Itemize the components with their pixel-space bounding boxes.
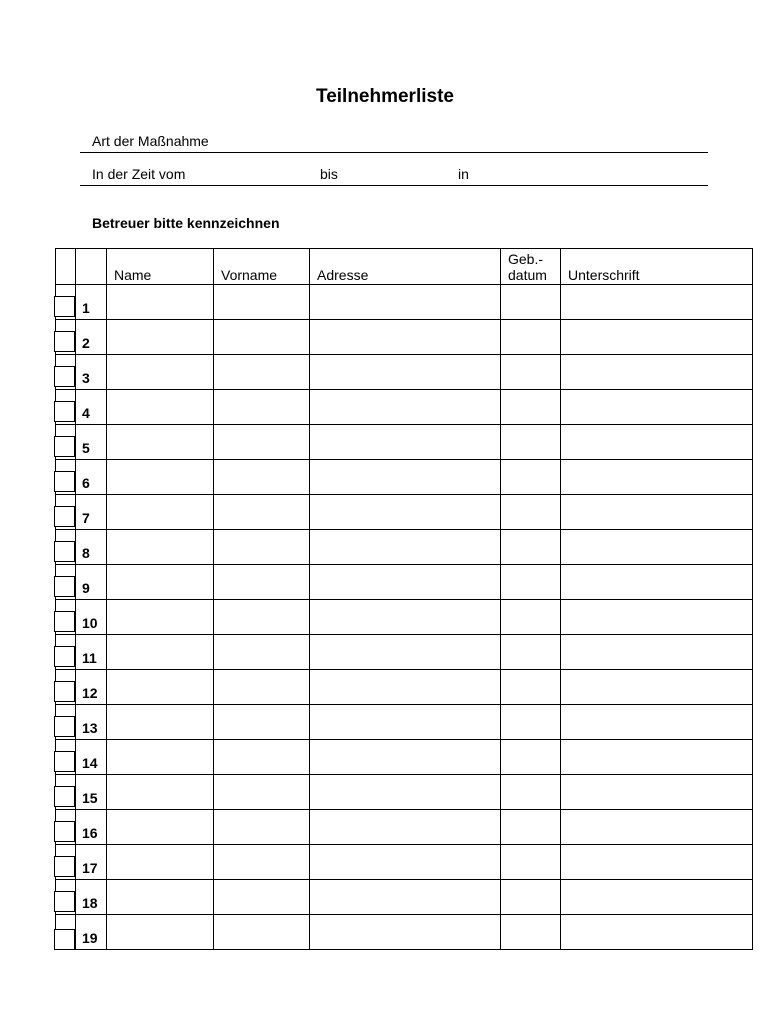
row-number: 19 [82, 930, 98, 946]
name-cell[interactable] [107, 705, 214, 740]
row-number-cell [76, 285, 107, 320]
geburtsdatum-cell[interactable] [501, 530, 561, 565]
row-number-cell [76, 915, 107, 950]
unterschrift-cell[interactable] [561, 845, 753, 880]
vorname-cell[interactable] [214, 565, 310, 600]
name-cell[interactable] [107, 740, 214, 775]
vorname-cell[interactable] [214, 880, 310, 915]
betreuer-checkbox[interactable] [54, 331, 75, 352]
row-number: 4 [82, 405, 90, 421]
row-number: 7 [82, 510, 90, 526]
adresse-cell[interactable] [310, 530, 501, 565]
betreuer-checkbox[interactable] [54, 436, 75, 457]
column-header-name: Name [107, 249, 214, 285]
table-row [56, 285, 753, 320]
row-number-cell [76, 460, 107, 495]
table-row [56, 670, 753, 705]
adresse-cell[interactable] [310, 495, 501, 530]
bis-label: bis [320, 166, 338, 182]
row-number: 8 [82, 545, 90, 561]
name-cell[interactable] [107, 425, 214, 460]
geburtsdatum-cell[interactable] [501, 810, 561, 845]
table-row [56, 635, 753, 670]
betreuer-checkbox[interactable] [54, 506, 75, 527]
unterschrift-cell[interactable] [561, 740, 753, 775]
row-number: 18 [82, 895, 98, 911]
row-number: 16 [82, 825, 98, 841]
name-cell[interactable] [107, 320, 214, 355]
betreuer-checkbox[interactable] [54, 541, 75, 562]
geburtsdatum-cell[interactable] [501, 775, 561, 810]
row-number: 2 [82, 335, 90, 351]
name-cell[interactable] [107, 845, 214, 880]
participant-table [55, 248, 753, 950]
unterschrift-cell[interactable] [561, 530, 753, 565]
row-number-cell [76, 425, 107, 460]
row-number-cell [76, 355, 107, 390]
geburtsdatum-cell[interactable] [501, 600, 561, 635]
unterschrift-cell[interactable] [561, 425, 753, 460]
name-cell[interactable] [107, 390, 214, 425]
name-cell[interactable] [107, 600, 214, 635]
betreuer-checkbox[interactable] [54, 786, 75, 807]
adresse-cell[interactable] [310, 740, 501, 775]
geburtsdatum-cell[interactable] [501, 425, 561, 460]
name-cell[interactable] [107, 635, 214, 670]
name-cell[interactable] [107, 880, 214, 915]
row-number-cell [76, 775, 107, 810]
geburtsdatum-cell[interactable] [501, 460, 561, 495]
row-number-cell [76, 810, 107, 845]
unterschrift-cell[interactable] [561, 460, 753, 495]
vorname-cell[interactable] [214, 845, 310, 880]
adresse-cell[interactable] [310, 635, 501, 670]
table-row [56, 915, 753, 950]
name-cell[interactable] [107, 565, 214, 600]
row-number: 9 [82, 580, 90, 596]
row-number: 5 [82, 440, 90, 456]
geburtsdatum-cell[interactable] [501, 740, 561, 775]
name-cell[interactable] [107, 460, 214, 495]
row-number: 13 [82, 720, 98, 736]
geburtsdatum-cell[interactable] [501, 355, 561, 390]
adresse-cell[interactable] [310, 880, 501, 915]
table-row [56, 530, 753, 565]
geburtsdatum-cell[interactable] [501, 915, 561, 950]
row-number-cell [76, 320, 107, 355]
row-number-cell [76, 530, 107, 565]
vorname-cell[interactable] [214, 460, 310, 495]
geburtsdatum-cell[interactable] [501, 390, 561, 425]
unterschrift-cell[interactable] [561, 495, 753, 530]
table-row [56, 355, 753, 390]
adresse-cell[interactable] [310, 705, 501, 740]
geburtsdatum-cell[interactable] [501, 565, 561, 600]
geburtsdatum-cell[interactable] [501, 320, 561, 355]
vorname-cell[interactable] [214, 355, 310, 390]
geb-line-2: datum [508, 267, 547, 283]
betreuer-checkbox[interactable] [54, 929, 75, 950]
geburtsdatum-cell[interactable] [501, 670, 561, 705]
table-header-row [56, 249, 753, 285]
vorname-cell[interactable] [214, 495, 310, 530]
betreuer-checkbox[interactable] [54, 646, 75, 667]
name-cell[interactable] [107, 775, 214, 810]
name-cell[interactable] [107, 810, 214, 845]
adresse-cell[interactable] [310, 425, 501, 460]
row-number-cell [76, 565, 107, 600]
row-number-cell [76, 670, 107, 705]
betreuer-heading: Betreuer bitte kennzeichnen [92, 215, 280, 231]
betreuer-checkbox[interactable] [54, 611, 75, 632]
row-number: 15 [82, 790, 98, 806]
massnahme-field[interactable] [80, 128, 708, 153]
adresse-cell[interactable] [310, 390, 501, 425]
adresse-cell[interactable] [310, 600, 501, 635]
vorname-cell[interactable] [214, 775, 310, 810]
participant-rows [56, 285, 753, 950]
row-number: 3 [82, 370, 90, 386]
row-number-cell [76, 880, 107, 915]
row-number: 14 [82, 755, 98, 771]
unterschrift-cell[interactable] [561, 600, 753, 635]
name-cell[interactable] [107, 530, 214, 565]
row-number-cell [76, 635, 107, 670]
column-header-adresse: Adresse [310, 249, 501, 285]
adresse-cell[interactable] [310, 775, 501, 810]
row-number-cell [76, 600, 107, 635]
name-cell[interactable] [107, 495, 214, 530]
unterschrift-cell[interactable] [561, 775, 753, 810]
geb-line-1: Geb.- [508, 251, 544, 267]
row-number: 12 [82, 685, 98, 701]
adresse-cell[interactable] [310, 355, 501, 390]
betreuer-checkbox[interactable] [54, 856, 75, 877]
vorname-cell[interactable] [214, 915, 310, 950]
vorname-cell[interactable] [214, 530, 310, 565]
betreuer-checkbox[interactable] [54, 681, 75, 702]
table-row [56, 845, 753, 880]
row-number-cell [76, 845, 107, 880]
vorname-cell[interactable] [214, 425, 310, 460]
betreuer-checkbox[interactable] [54, 891, 75, 912]
name-cell[interactable] [107, 355, 214, 390]
betreuer-checkbox[interactable] [54, 471, 75, 492]
unterschrift-cell[interactable] [561, 355, 753, 390]
column-header-vorname: Vorname [214, 249, 310, 285]
name-cell[interactable] [107, 670, 214, 705]
adresse-cell[interactable] [310, 915, 501, 950]
geburtsdatum-cell[interactable] [501, 285, 561, 320]
name-cell[interactable] [107, 915, 214, 950]
unterschrift-cell[interactable] [561, 880, 753, 915]
column-header-unterschrift: Unterschrift [561, 249, 753, 285]
table-row [56, 425, 753, 460]
unterschrift-cell[interactable] [561, 705, 753, 740]
row-number: 6 [82, 475, 90, 491]
unterschrift-cell[interactable] [561, 390, 753, 425]
table-row [56, 495, 753, 530]
betreuer-checkbox[interactable] [54, 401, 75, 422]
unterschrift-cell[interactable] [561, 810, 753, 845]
unterschrift-cell[interactable] [561, 565, 753, 600]
zeit-field[interactable] [80, 161, 708, 186]
row-number-cell [76, 740, 107, 775]
geburtsdatum-cell[interactable] [501, 880, 561, 915]
adresse-cell[interactable] [310, 320, 501, 355]
table-row [56, 880, 753, 915]
vorname-cell[interactable] [214, 285, 310, 320]
unterschrift-cell[interactable] [561, 915, 753, 950]
zeit-label: In der Zeit vom [92, 166, 186, 182]
unterschrift-cell[interactable] [561, 320, 753, 355]
adresse-cell[interactable] [310, 810, 501, 845]
geburtsdatum-cell[interactable] [501, 845, 561, 880]
table-row [56, 705, 753, 740]
row-number: 11 [82, 650, 97, 666]
header-box-cell [56, 249, 76, 285]
table-row [56, 775, 753, 810]
betreuer-checkbox[interactable] [54, 296, 75, 317]
vorname-cell[interactable] [214, 600, 310, 635]
table-row [56, 810, 753, 845]
page-title: Teilnehmerliste [316, 86, 454, 107]
vorname-cell[interactable] [214, 740, 310, 775]
adresse-cell[interactable] [310, 460, 501, 495]
geburtsdatum-cell[interactable] [501, 705, 561, 740]
vorname-cell[interactable] [214, 705, 310, 740]
row-number-cell [76, 705, 107, 740]
betreuer-checkbox[interactable] [54, 821, 75, 842]
vorname-cell[interactable] [214, 390, 310, 425]
massnahme-label: Art der Maßnahme [92, 133, 209, 149]
table-row [56, 390, 753, 425]
adresse-cell[interactable] [310, 285, 501, 320]
vorname-cell[interactable] [214, 810, 310, 845]
vorname-cell[interactable] [214, 635, 310, 670]
betreuer-checkbox[interactable] [54, 366, 75, 387]
unterschrift-cell[interactable] [561, 285, 753, 320]
row-number: 10 [82, 615, 98, 631]
row-number-cell [76, 495, 107, 530]
in-label: in [458, 166, 469, 182]
table-row [56, 460, 753, 495]
row-number-cell [76, 390, 107, 425]
row-number: 17 [82, 860, 98, 876]
betreuer-checkbox[interactable] [54, 751, 75, 772]
geburtsdatum-cell[interactable] [501, 635, 561, 670]
table-row [56, 740, 753, 775]
adresse-cell[interactable] [310, 845, 501, 880]
geburtsdatum-cell[interactable] [501, 495, 561, 530]
unterschrift-cell[interactable] [561, 635, 753, 670]
unterschrift-cell[interactable] [561, 670, 753, 705]
vorname-cell[interactable] [214, 320, 310, 355]
table-row [56, 320, 753, 355]
betreuer-checkbox[interactable] [54, 716, 75, 737]
vorname-cell[interactable] [214, 670, 310, 705]
name-cell[interactable] [107, 285, 214, 320]
betreuer-checkbox[interactable] [54, 576, 75, 597]
header-number-cell [76, 249, 107, 285]
table-row [56, 600, 753, 635]
adresse-cell[interactable] [310, 565, 501, 600]
adresse-cell[interactable] [310, 670, 501, 705]
table-row [56, 565, 753, 600]
column-header-geburtsdatum [501, 249, 561, 285]
row-number: 1 [82, 300, 90, 316]
